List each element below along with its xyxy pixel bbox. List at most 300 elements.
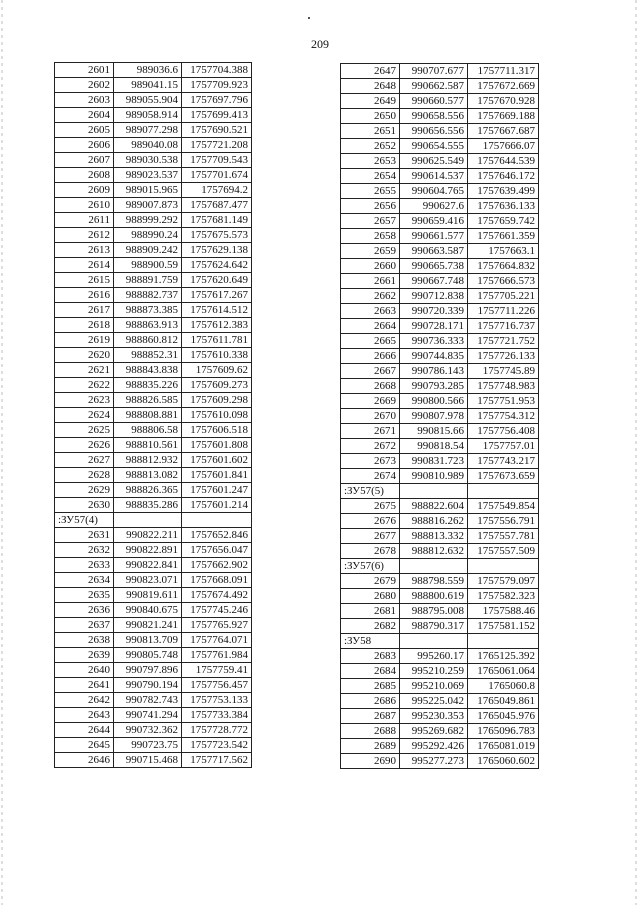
y-coordinate-cell: 1757646.172 [468,169,539,184]
point-number-cell: 2617 [55,303,114,318]
point-number-cell: 2648 [341,79,400,94]
table-row [341,604,539,619]
table-row [341,499,539,514]
table-row [55,408,252,423]
y-coordinate-cell: 1757663.1 [468,244,539,259]
empty-cell [182,513,252,528]
x-coordinate-cell: 990822.841 [114,558,182,573]
y-coordinate-cell: 1757754.312 [468,409,539,424]
point-number-cell: 2666 [341,349,400,364]
x-coordinate-cell: 988999.292 [114,213,182,228]
x-coordinate-cell: 990815.66 [400,424,468,439]
table-row [341,454,539,469]
scan-edge-right [635,0,637,905]
empty-cell [400,559,468,574]
point-number-cell: 2601 [55,63,114,78]
point-number-cell: 2616 [55,288,114,303]
point-number-cell: 2677 [341,529,400,544]
x-coordinate-cell: 989040.08 [114,138,182,153]
x-coordinate-cell: 989055.904 [114,93,182,108]
y-coordinate-cell: 1757659.742 [468,214,539,229]
y-coordinate-cell: 1757666.573 [468,274,539,289]
point-number-cell: 2650 [341,109,400,124]
x-coordinate-cell: 990823.071 [114,573,182,588]
x-coordinate-cell: 988790.317 [400,619,468,634]
table-body-right [341,64,539,769]
y-coordinate-cell: 1757711.317 [468,64,539,79]
table-row [341,709,539,724]
point-number-cell: 2618 [55,318,114,333]
x-coordinate-cell: 995269.682 [400,724,468,739]
point-number-cell: 2684 [341,664,400,679]
point-number-cell: 2630 [55,498,114,513]
y-coordinate-cell: 1757639.499 [468,184,539,199]
y-coordinate-cell: 1757723.542 [182,738,252,753]
point-number-cell: 2629 [55,483,114,498]
y-coordinate-cell: 1757721.208 [182,138,252,153]
point-number-cell: 2610 [55,198,114,213]
point-number-cell: 2690 [341,754,400,769]
y-coordinate-cell: 1757612.383 [182,318,252,333]
table-row [341,304,539,319]
x-coordinate-cell: 995292.426 [400,739,468,754]
y-coordinate-cell: 1757681.149 [182,213,252,228]
section-label: :ЗУ58 [341,634,400,649]
point-number-cell: 2662 [341,289,400,304]
point-number-cell: 2688 [341,724,400,739]
point-number-cell: 2679 [341,574,400,589]
table-row [341,754,539,769]
x-coordinate-cell: 995277.273 [400,754,468,769]
y-coordinate-cell: 1757674.492 [182,588,252,603]
point-number-cell: 2636 [55,603,114,618]
table-row [55,693,252,708]
point-number-cell: 2669 [341,394,400,409]
point-number-cell: 2602 [55,78,114,93]
point-number-cell: 2609 [55,183,114,198]
table-row [55,483,252,498]
point-number-cell: 2614 [55,258,114,273]
y-coordinate-cell: 1757759.41 [182,663,252,678]
y-coordinate-cell: 1757666.07 [468,139,539,154]
x-coordinate-cell: 990821.241 [114,618,182,633]
y-coordinate-cell: 1757609.62 [182,363,252,378]
point-number-cell: 2638 [55,633,114,648]
x-coordinate-cell: 990665.738 [400,259,468,274]
point-number-cell: 2625 [55,423,114,438]
table-row [341,259,539,274]
table-row [55,738,252,753]
point-number-cell: 2661 [341,274,400,289]
x-coordinate-cell: 995210.259 [400,664,468,679]
table-row [55,558,252,573]
point-number-cell: 2663 [341,304,400,319]
x-coordinate-cell: 990819.611 [114,588,182,603]
table-row [55,273,252,288]
table-row [341,694,539,709]
table-row [341,574,539,589]
table-row [55,723,252,738]
x-coordinate-cell: 990810.989 [400,469,468,484]
y-coordinate-cell: 1757756.457 [182,678,252,693]
table-row [55,228,252,243]
y-coordinate-cell: 1757588.46 [468,604,539,619]
section-heading-row [341,484,539,499]
table-row [55,333,252,348]
table-row [341,529,539,544]
point-number-cell: 2665 [341,334,400,349]
y-coordinate-cell: 1757549.854 [468,499,539,514]
table-row [55,753,252,768]
x-coordinate-cell: 988806.58 [114,423,182,438]
table-row [55,258,252,273]
y-coordinate-cell: 1757610.338 [182,348,252,363]
table-row [341,544,539,559]
table-row [55,543,252,558]
x-coordinate-cell: 988891.759 [114,273,182,288]
table-row [341,64,539,79]
x-coordinate-cell: 990667.748 [400,274,468,289]
table-row [341,124,539,139]
y-coordinate-cell: 1757705.221 [468,289,539,304]
x-coordinate-cell: 990800.566 [400,394,468,409]
table-row [55,528,252,543]
table-row [55,213,252,228]
point-number-cell: 2682 [341,619,400,634]
x-coordinate-cell: 988795.008 [400,604,468,619]
table-row [341,319,539,334]
table-row [341,139,539,154]
table-row [341,739,539,754]
x-coordinate-cell: 990782.743 [114,693,182,708]
x-coordinate-cell: 990840.675 [114,603,182,618]
table-row [55,153,252,168]
y-coordinate-cell: 1757609.273 [182,378,252,393]
table-row [341,664,539,679]
point-number-cell: 2612 [55,228,114,243]
x-coordinate-cell: 990625.549 [400,154,468,169]
x-coordinate-cell: 995210.069 [400,679,468,694]
y-coordinate-cell: 1757728.772 [182,723,252,738]
x-coordinate-cell: 990720.339 [400,304,468,319]
scan-edge-left [1,0,3,905]
x-coordinate-cell: 988800.619 [400,589,468,604]
point-number-cell: 2642 [55,693,114,708]
table-row [55,198,252,213]
y-coordinate-cell: 1757601.247 [182,483,252,498]
y-coordinate-cell: 1757652.846 [182,528,252,543]
point-number-cell: 2604 [55,108,114,123]
y-coordinate-cell: 1757601.602 [182,453,252,468]
x-coordinate-cell: 990797.896 [114,663,182,678]
x-coordinate-cell: 990813.709 [114,633,182,648]
section-heading-row [341,559,539,574]
point-number-cell: 2639 [55,648,114,663]
y-coordinate-cell: 1757697.796 [182,93,252,108]
x-coordinate-cell: 990736.333 [400,334,468,349]
point-number-cell: 2627 [55,453,114,468]
point-number-cell: 2605 [55,123,114,138]
y-coordinate-cell: 1757721.752 [468,334,539,349]
y-coordinate-cell: 1757662.902 [182,558,252,573]
table-row [341,169,539,184]
y-coordinate-cell: 1757733.384 [182,708,252,723]
point-number-cell: 2656 [341,199,400,214]
x-coordinate-cell: 990627.6 [400,199,468,214]
y-coordinate-cell: 1757687.477 [182,198,252,213]
y-coordinate-cell: 1757717.562 [182,753,252,768]
section-heading-row [341,634,539,649]
point-number-cell: 2676 [341,514,400,529]
table-row [341,184,539,199]
point-number-cell: 2675 [341,499,400,514]
x-coordinate-cell: 988808.881 [114,408,182,423]
table-row [341,154,539,169]
table-row [55,318,252,333]
point-number-cell: 2624 [55,408,114,423]
y-coordinate-cell: 1757761.984 [182,648,252,663]
table-row [341,439,539,454]
y-coordinate-cell: 1757601.841 [182,468,252,483]
page-number: 209 [311,37,329,51]
y-coordinate-cell: 1757743.217 [468,454,539,469]
coordinates-table-right [340,63,539,769]
table-row [55,468,252,483]
table-row [341,274,539,289]
point-number-cell: 2671 [341,424,400,439]
x-coordinate-cell: 988813.082 [114,468,182,483]
point-number-cell: 2611 [55,213,114,228]
x-coordinate-cell: 988812.632 [400,544,468,559]
table-row [55,618,252,633]
y-coordinate-cell: 1757669.188 [468,109,539,124]
x-coordinate-cell: 988990.24 [114,228,182,243]
y-coordinate-cell: 1757581.152 [468,619,539,634]
x-coordinate-cell: 990805.748 [114,648,182,663]
x-coordinate-cell: 988852.31 [114,348,182,363]
point-number-cell: 2606 [55,138,114,153]
table-row [341,349,539,364]
x-coordinate-cell: 990712.838 [400,289,468,304]
section-label: :ЗУ57(4) [55,513,114,528]
table-row [55,138,252,153]
x-coordinate-cell: 989015.965 [114,183,182,198]
table-row [341,334,539,349]
y-coordinate-cell: 1757614.512 [182,303,252,318]
x-coordinate-cell: 988900.59 [114,258,182,273]
point-number-cell: 2623 [55,393,114,408]
x-coordinate-cell: 990661.577 [400,229,468,244]
x-coordinate-cell: 988882.737 [114,288,182,303]
table-row [341,649,539,664]
y-coordinate-cell: 1757656.047 [182,543,252,558]
y-coordinate-cell: 1757675.573 [182,228,252,243]
table-row [341,109,539,124]
point-number-cell: 2678 [341,544,400,559]
table-row [55,663,252,678]
x-coordinate-cell: 988863.913 [114,318,182,333]
scan-speck [308,17,310,19]
point-number-cell: 2643 [55,708,114,723]
point-number-cell: 2659 [341,244,400,259]
x-coordinate-cell: 989058.914 [114,108,182,123]
point-number-cell: 2607 [55,153,114,168]
y-coordinate-cell: 1757644.539 [468,154,539,169]
y-coordinate-cell: 1765049.861 [468,694,539,709]
empty-cell [114,513,182,528]
point-number-cell: 2640 [55,663,114,678]
x-coordinate-cell: 990663.587 [400,244,468,259]
empty-cell [400,484,468,499]
x-coordinate-cell: 990744.835 [400,349,468,364]
point-number-cell: 2646 [55,753,114,768]
point-number-cell: 2644 [55,723,114,738]
x-coordinate-cell: 990732.362 [114,723,182,738]
table-row [55,423,252,438]
table-row [55,168,252,183]
y-coordinate-cell: 1757699.413 [182,108,252,123]
point-number-cell: 2683 [341,649,400,664]
y-coordinate-cell: 1765081.019 [468,739,539,754]
point-number-cell: 2687 [341,709,400,724]
x-coordinate-cell: 988843.838 [114,363,182,378]
section-label: :ЗУ57(6) [341,559,400,574]
section-label: :ЗУ57(5) [341,484,400,499]
point-number-cell: 2632 [55,543,114,558]
coordinates-table-left [54,62,252,768]
x-coordinate-cell: 990660.577 [400,94,468,109]
point-number-cell: 2652 [341,139,400,154]
x-coordinate-cell: 990658.556 [400,109,468,124]
empty-cell [468,634,539,649]
table-row [55,678,252,693]
x-coordinate-cell: 989041.15 [114,78,182,93]
y-coordinate-cell: 1757601.214 [182,498,252,513]
point-number-cell: 2647 [341,64,400,79]
table-row [341,409,539,424]
table-row [55,648,252,663]
y-coordinate-cell: 1757672.669 [468,79,539,94]
y-coordinate-cell: 1757745.246 [182,603,252,618]
x-coordinate-cell: 990793.285 [400,379,468,394]
table-row [55,348,252,363]
y-coordinate-cell: 1757753.133 [182,693,252,708]
x-coordinate-cell: 995230.353 [400,709,468,724]
point-number-cell: 2653 [341,154,400,169]
table-row [55,363,252,378]
y-coordinate-cell: 1757556.791 [468,514,539,529]
y-coordinate-cell: 1757557.509 [468,544,539,559]
y-coordinate-cell: 1757636.133 [468,199,539,214]
point-number-cell: 2635 [55,588,114,603]
table-row [341,679,539,694]
point-number-cell: 2657 [341,214,400,229]
table-row [55,588,252,603]
x-coordinate-cell: 988798.559 [400,574,468,589]
y-coordinate-cell: 1757709.543 [182,153,252,168]
point-number-cell: 2658 [341,229,400,244]
y-coordinate-cell: 1757716.737 [468,319,539,334]
x-coordinate-cell: 990715.468 [114,753,182,768]
table-row [55,708,252,723]
x-coordinate-cell: 990614.537 [400,169,468,184]
x-coordinate-cell: 990818.54 [400,439,468,454]
table-row [55,288,252,303]
x-coordinate-cell: 988816.262 [400,514,468,529]
table-row [55,453,252,468]
y-coordinate-cell: 1765061.064 [468,664,539,679]
table-row [55,303,252,318]
table-row [341,514,539,529]
y-coordinate-cell: 1757711.226 [468,304,539,319]
table-row [55,378,252,393]
x-coordinate-cell: 989007.873 [114,198,182,213]
y-coordinate-cell: 1757748.983 [468,379,539,394]
point-number-cell: 2681 [341,604,400,619]
y-coordinate-cell: 1765060.602 [468,754,539,769]
y-coordinate-cell: 1757709.923 [182,78,252,93]
y-coordinate-cell: 1757661.359 [468,229,539,244]
y-coordinate-cell: 1757668.091 [182,573,252,588]
x-coordinate-cell: 988909.242 [114,243,182,258]
y-coordinate-cell: 1757694.2 [182,183,252,198]
table-row [55,573,252,588]
table-row [55,108,252,123]
point-number-cell: 2631 [55,528,114,543]
table-row [341,394,539,409]
y-coordinate-cell: 1757624.642 [182,258,252,273]
y-coordinate-cell: 1757620.649 [182,273,252,288]
x-coordinate-cell: 988835.286 [114,498,182,513]
point-number-cell: 2645 [55,738,114,753]
table-row [341,589,539,604]
x-coordinate-cell: 988826.365 [114,483,182,498]
point-number-cell: 2608 [55,168,114,183]
empty-cell [400,634,468,649]
table-row [341,289,539,304]
table-row [341,619,539,634]
y-coordinate-cell: 1757757.01 [468,439,539,454]
x-coordinate-cell: 990786.143 [400,364,468,379]
x-coordinate-cell: 988810.561 [114,438,182,453]
y-coordinate-cell: 1757611.781 [182,333,252,348]
x-coordinate-cell: 990723.75 [114,738,182,753]
x-coordinate-cell: 990741.294 [114,708,182,723]
x-coordinate-cell: 990822.891 [114,543,182,558]
x-coordinate-cell: 989023.537 [114,168,182,183]
x-coordinate-cell: 988813.332 [400,529,468,544]
table-row [55,93,252,108]
x-coordinate-cell: 988822.604 [400,499,468,514]
x-coordinate-cell: 990831.723 [400,454,468,469]
point-number-cell: 2633 [55,558,114,573]
point-number-cell: 2621 [55,363,114,378]
point-number-cell: 2603 [55,93,114,108]
point-number-cell: 2673 [341,454,400,469]
table-row [341,244,539,259]
y-coordinate-cell: 1765096.783 [468,724,539,739]
table-row [55,498,252,513]
y-coordinate-cell: 1757606.518 [182,423,252,438]
x-coordinate-cell: 990822.211 [114,528,182,543]
table-row [341,229,539,244]
point-number-cell: 2654 [341,169,400,184]
y-coordinate-cell: 1757704.388 [182,63,252,78]
y-coordinate-cell: 1757764.071 [182,633,252,648]
table-row [341,94,539,109]
x-coordinate-cell: 995225.042 [400,694,468,709]
point-number-cell: 2615 [55,273,114,288]
